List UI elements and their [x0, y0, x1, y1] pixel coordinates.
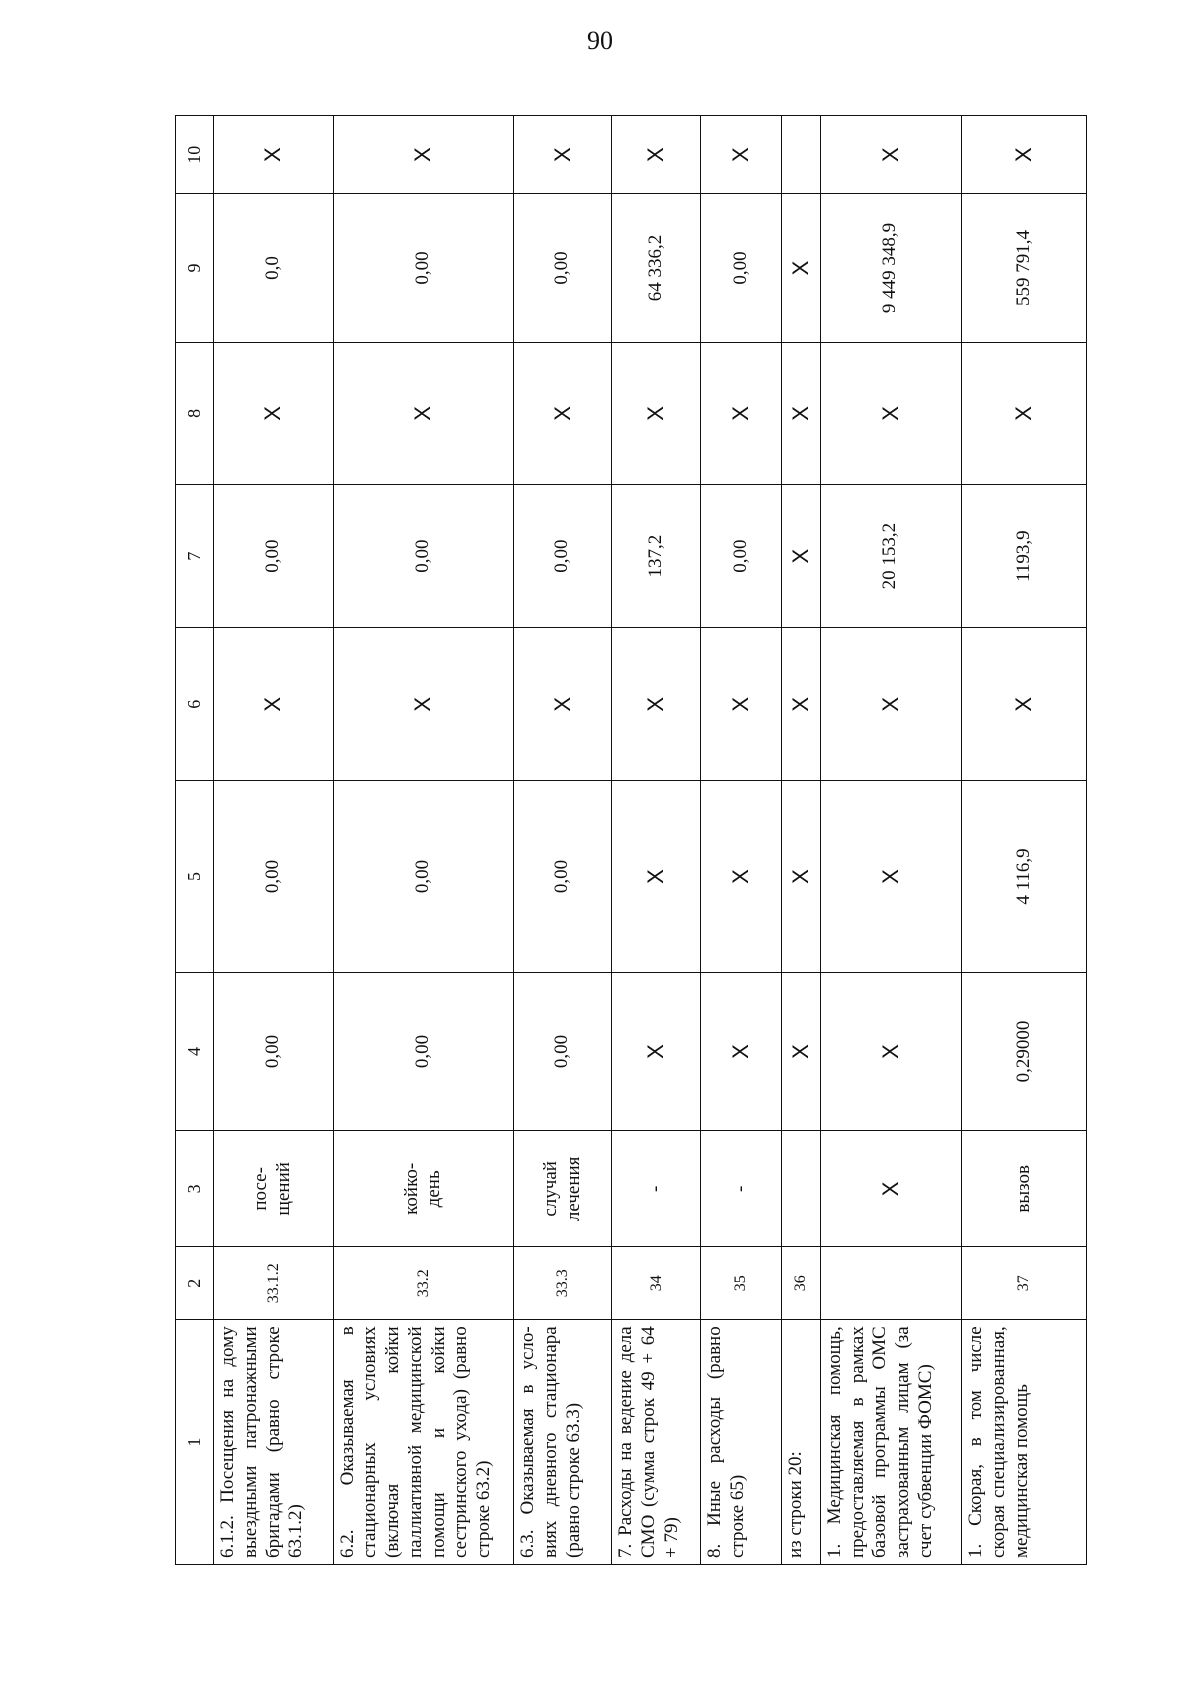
value-cell: 0,29000	[962, 972, 1087, 1131]
table-row	[612, 116, 701, 1565]
value-cell: X	[962, 342, 1087, 485]
unit-cell: случай лечения	[514, 1131, 612, 1247]
data-table	[175, 115, 1087, 1565]
value-cell: X	[962, 116, 1087, 194]
column-number-cell: 2	[176, 1247, 214, 1320]
row-code-cell: 33.2	[333, 1247, 514, 1320]
value-cell: X	[781, 485, 820, 628]
value-cell: 0,00	[514, 194, 612, 342]
value-cell: 64 336,2	[612, 194, 701, 342]
value-cell: X	[333, 628, 514, 781]
row-code-cell: 35	[701, 1247, 781, 1320]
row-label-cell: 8. Иные расходы (равно строке 65)	[701, 1320, 781, 1565]
value-cell: 0,00	[214, 972, 333, 1131]
value-cell: X	[333, 116, 514, 194]
value-cell: 0,00	[514, 485, 612, 628]
value-cell: X	[701, 781, 781, 972]
value-cell: 0,00	[333, 485, 514, 628]
value-cell: X	[214, 628, 333, 781]
value-cell: X	[781, 342, 820, 485]
column-number-cell: 9	[176, 194, 214, 342]
value-cell: 0,00	[701, 194, 781, 342]
value-cell: 4 116,9	[962, 781, 1087, 972]
value-cell: X	[333, 342, 514, 485]
unit-cell: посе- щений	[214, 1131, 333, 1247]
column-number-cell: 1	[176, 1320, 214, 1565]
table-row	[962, 116, 1087, 1565]
column-number-row	[176, 116, 214, 1565]
row-label-cell: 1. Скорая, в том числе скорая специализированная, медицинская помощь	[962, 1320, 1087, 1565]
rotated-table-container	[175, 115, 1087, 1565]
value-cell: X	[820, 781, 961, 972]
value-cell: X	[820, 972, 961, 1131]
value-cell: 0,0	[214, 194, 333, 342]
table-row	[701, 116, 781, 1565]
value-cell: X	[701, 628, 781, 781]
value-cell: X	[701, 342, 781, 485]
value-cell: X	[820, 116, 961, 194]
unit-cell: -	[701, 1131, 781, 1247]
value-cell: 0,00	[214, 485, 333, 628]
value-cell: X	[781, 628, 820, 781]
row-label-cell: 6.3. Оказываемая в условиях дневного стационара (равно строке 63.3)	[514, 1320, 612, 1565]
value-cell: X	[701, 116, 781, 194]
value-cell: X	[701, 972, 781, 1131]
row-code-cell: 34	[612, 1247, 701, 1320]
value-cell: X	[612, 628, 701, 781]
row-code-cell: 33.3	[514, 1247, 612, 1320]
row-label-cell: из строки 20:	[781, 1320, 820, 1565]
value-cell: 137,2	[612, 485, 701, 628]
unit-cell: вызов	[962, 1131, 1087, 1247]
column-number-cell: 6	[176, 628, 214, 781]
unit-cell: койко- день	[333, 1131, 514, 1247]
value-cell: X	[781, 781, 820, 972]
table-body	[176, 116, 1087, 1565]
value-cell: 0,00	[333, 194, 514, 342]
value-cell: 0,00	[514, 972, 612, 1131]
row-label-cell: 7. Расходы на ведение дела СМО (сумма строк 49 + 64 + 79)	[612, 1320, 701, 1565]
value-cell: X	[612, 781, 701, 972]
page-number: 90	[587, 26, 613, 55]
value-cell: X	[612, 342, 701, 485]
value-cell: X	[214, 342, 333, 485]
unit-cell: -	[612, 1131, 701, 1247]
value-cell: X	[514, 116, 612, 194]
value-cell: 1193,9	[962, 485, 1087, 628]
row-code-cell: 33.1.2	[214, 1247, 333, 1320]
unit-cell: X	[820, 1131, 961, 1247]
value-cell: 559 791,4	[962, 194, 1087, 342]
value-cell: 0,00	[701, 485, 781, 628]
table-row	[214, 116, 333, 1565]
value-cell: 0,00	[514, 781, 612, 972]
table-row	[820, 116, 961, 1565]
table-row	[514, 116, 612, 1565]
value-cell: 0,00	[333, 781, 514, 972]
table-row	[333, 116, 514, 1565]
column-number-cell: 3	[176, 1131, 214, 1247]
value-cell: X	[781, 194, 820, 342]
column-number-cell: 7	[176, 485, 214, 628]
row-label-cell: 1. Медицинская помощь, предоставляемая в рамках базовой программы ОМС застрахованным лицам (за счет субвенции ФОМС)	[820, 1320, 961, 1565]
value-cell: X	[781, 972, 820, 1131]
table-row	[781, 116, 820, 1565]
value-cell: 0,00	[214, 781, 333, 972]
value-cell: X	[962, 628, 1087, 781]
column-number-cell: 10	[176, 116, 214, 194]
row-label-cell: 6.2. Оказываемая в стационарных условиях (включая койки паллиативной медицинской помощи и койки сестринского ухода) (равно строке 63.2)	[333, 1320, 514, 1565]
value-cell: X	[612, 116, 701, 194]
value-cell: 20 153,2	[820, 485, 961, 628]
value-cell	[781, 116, 820, 194]
value-cell: X	[612, 972, 701, 1131]
unit-cell	[781, 1131, 820, 1247]
value-cell: X	[820, 342, 961, 485]
value-cell: X	[514, 628, 612, 781]
row-code-cell: 37	[962, 1247, 1087, 1320]
column-number-cell: 8	[176, 342, 214, 485]
column-number-cell: 4	[176, 972, 214, 1131]
column-number-cell: 5	[176, 781, 214, 972]
value-cell: X	[820, 628, 961, 781]
row-code-cell: 36	[781, 1247, 820, 1320]
value-cell: X	[514, 342, 612, 485]
value-cell: 9 449 348,9	[820, 194, 961, 342]
value-cell: 0,00	[333, 972, 514, 1131]
value-cell: X	[214, 116, 333, 194]
row-label-cell: 6.1.2. Посещения на дому выездными патронажными бригадами (равно строке 63.1.2)	[214, 1320, 333, 1565]
row-code-cell	[820, 1247, 961, 1320]
